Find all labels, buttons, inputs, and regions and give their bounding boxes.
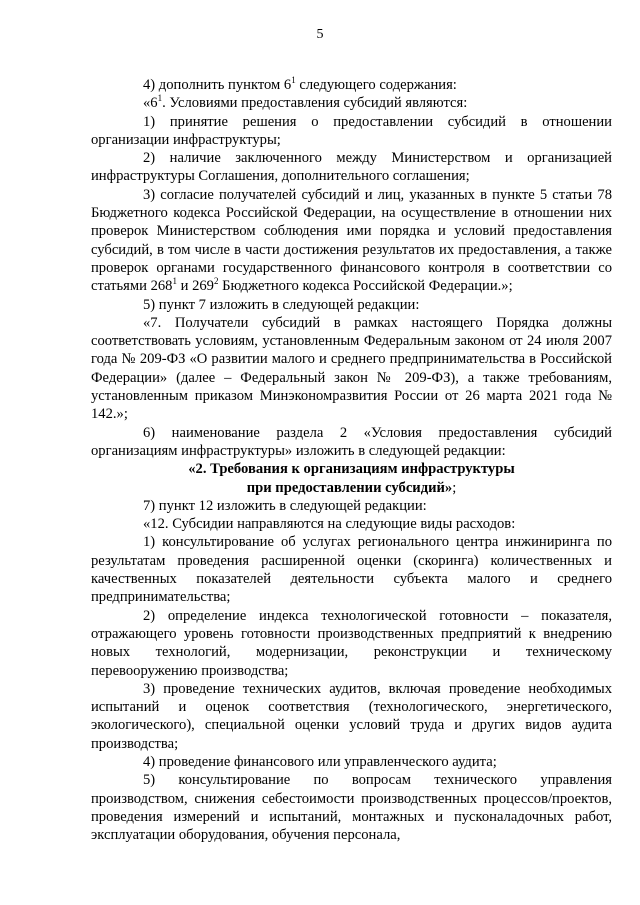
- section-heading-line-2: при предоставлении субсидий»;: [246, 479, 457, 496]
- paragraph-clause-6-1: «$6^1$. Условиями предоставления субсидий являются:: [143, 93, 468, 112]
- paragraph-expense-2: 2) определение индекса технологической готовности – показателя, отражающего уровень готовности производственных предприятий к внедрению новых технологий, модернизации, реконструкции и техническому перевооружению производства;: [91, 607, 612, 679]
- document-body: [91, 76, 612, 844]
- paragraph-expense-1: 1) консультирование об услугах регионального центра инжиниринга по результатам проведения расширенной оценки (скоринга) количественных и качественных показателей деятельности субъекта малого и среднего предпринимательства;: [91, 534, 612, 606]
- paragraph-clause-12: «12. Субсидии направляются на следующие виды расходов:: [143, 516, 516, 533]
- paragraph-item-6: 6) наименование раздела 2 «Условия предоставления субсидий организациям инфраструктуры» изложить в следующей редакции:: [91, 424, 612, 459]
- paragraph-condition-1: 1) принятие решения о предоставлении субсидий в отношении организации инфраструктуры;: [91, 113, 612, 148]
- page-number: 5: [316, 27, 324, 42]
- superscript: 1: [172, 276, 177, 287]
- paragraph-expense-5: 5) консультирование по вопросам технического управления производством, снижения себестоимости производственных процессов/проектов, проведения измерений и испытаний, монтажных и пусконаладочных работ, эксплуатации оборудования, обучения персонала,: [91, 772, 612, 844]
- paragraph-clause-7: «7. Получатели субсидий в рамках настоящего Порядка должны соответствовать условиям, установленным Федеральным законом от 24 июля 2007 года № 209-ФЗ «О развитии малого и среднего предпринимательства в Российской Федерации» (далее – Федеральный закон № 209-ФЗ), а также требованиям, установленным приказом Минэкономразвития России от 26 марта 2021 года № 142.»;: [91, 314, 612, 423]
- paragraph-expense-4: 4) проведение финансового или управленческого аудита;: [143, 753, 497, 770]
- paragraph-expense-3: 3) проведение технических аудитов, включая проведение необходимых испытаний и оценок соответствия (технологического, энергетического, экологического), специальной оценки условий труда и других видов аудита производства;: [91, 680, 612, 752]
- paragraph-item-5: 5) пункт 7 изложить в следующей редакции:: [143, 296, 420, 313]
- superscript: 2: [213, 276, 219, 287]
- section-heading: [91, 460, 612, 497]
- paragraph-item-7: 7) пункт 12 изложить в следующей редакции:: [143, 497, 427, 514]
- paragraph-item-4: 4) дополнить пунктом $6^1$ следующего содержания:: [143, 75, 457, 93]
- paragraph-condition-2: 2) наличие заключенного между Министерством и организацией инфраструктуры Соглашения, дополнительного соглашения;: [91, 150, 612, 185]
- superscript: 1: [157, 93, 163, 104]
- paragraph-condition-3: 3) согласие получателей субсидий и лиц, указанных в пункте 5 статьи 78 Бюджетного кодекса Российской Федерации, на осуществление в отношении них проверок Министерством соблюдения ими порядка и условий предоставления субсидий, в том числе в части достижения результатов их предоставления, а также проверок органами государственного финансового контроля в соответствии со статьями $268^1$ и $269^2$ Бюджетного кодекса Российской Федерации.»;: [91, 186, 612, 295]
- superscript: 1: [291, 75, 296, 85]
- section-heading-line-1: «2. Требования к организациям инфраструктуры: [188, 461, 515, 478]
